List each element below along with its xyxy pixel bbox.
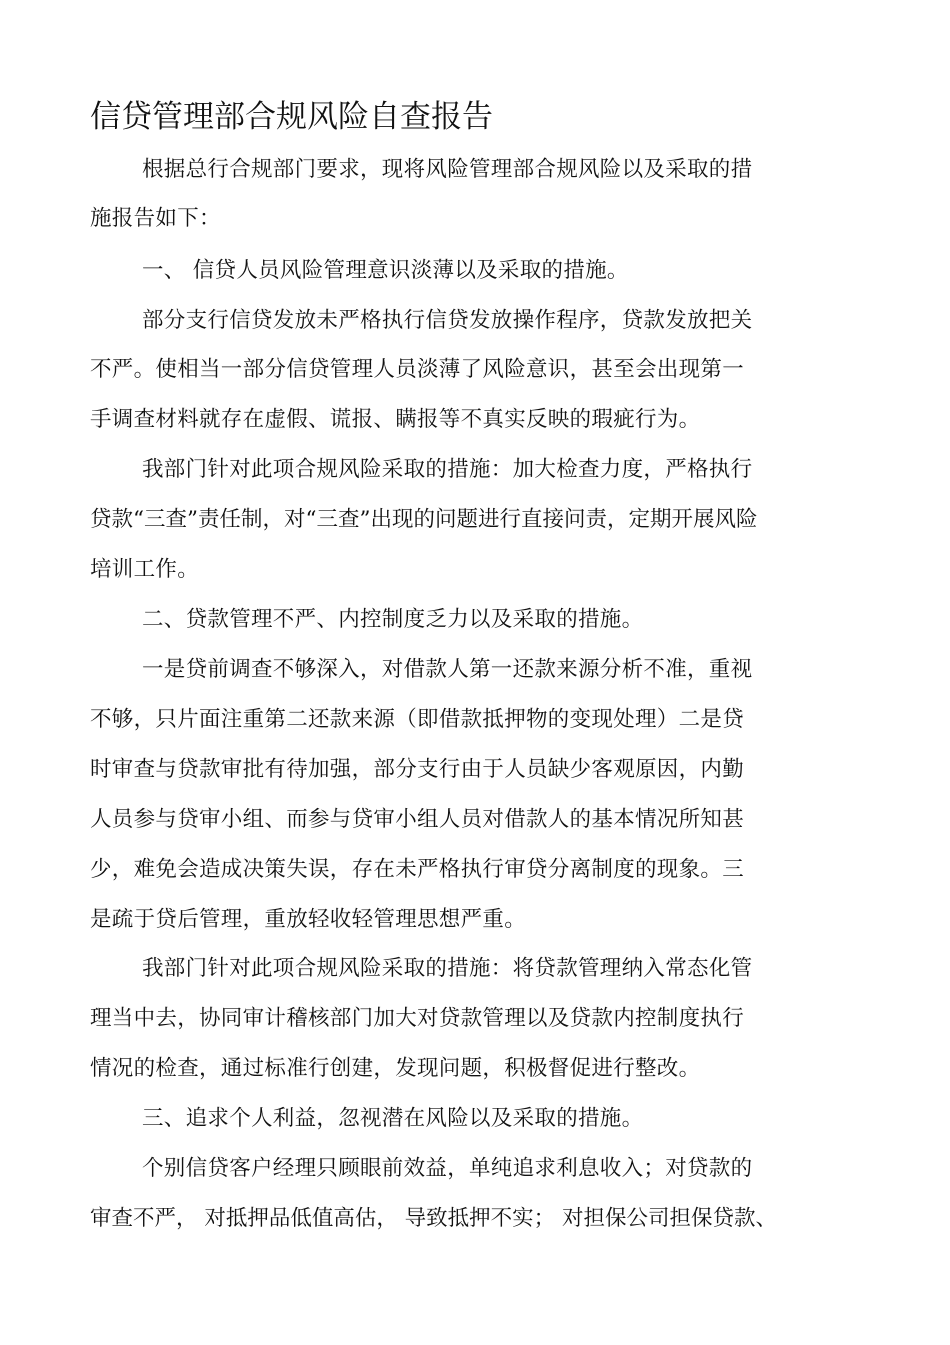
paragraph-line: 理当中去，协同审计稽核部门加大对贷款管理以及贷款内控制度执行 — [90, 1006, 745, 1031]
paragraph-line: 时审查与贷款审批有待加强，部分支行由于人员缺少客观原因，内勤 — [90, 757, 745, 782]
paragraph-line: 不够，只片面注重第二还款来源（即借款抵押物的变现处理）二是贷 — [90, 707, 745, 732]
paragraph-line: 部分支行信贷发放未严格执行信贷发放操作程序，贷款发放把关 — [142, 308, 753, 333]
paragraph-line: 施报告如下： — [90, 206, 221, 231]
paragraph-line: 审查不严， 对抵押品低值高估， 导致抵押不实； 对担保公司担保贷款、 — [90, 1206, 778, 1231]
paragraph-line: 贷款“三查”责任制，对“三查”出现的问题进行直接问责，定期开展风险 — [90, 507, 758, 532]
paragraph-line: 情况的检查，通过标准行创建，发现问题，积极督促进行整改。 — [90, 1056, 701, 1081]
paragraph-line: 一是贷前调查不够深入，对借款人第一还款来源分析不准，重视 — [142, 657, 753, 682]
paragraph-line: 个别信贷客户经理只顾眼前效益，单纯追求利息收入；对贷款的 — [142, 1156, 753, 1181]
document-title: 信贷管理部合规风险自查报告 — [90, 99, 493, 135]
paragraph-line: 是疏于贷后管理，重放轻收轻管理思想严重。 — [90, 907, 527, 932]
paragraph-line: 根据总行合规部门要求，现将风险管理部合规风险以及采取的措 — [142, 157, 753, 182]
paragraph-line: 少，难免会造成决策失误，存在未严格执行审贷分离制度的现象。三 — [90, 857, 745, 882]
paragraph-line: 我部门针对此项合规风险采取的措施：将贷款管理纳入常态化管 — [142, 956, 753, 981]
section-heading: 二、贷款管理不严、内控制度乏力以及采取的措施。 — [142, 607, 644, 632]
paragraph-line: 我部门针对此项合规风险采取的措施：加大检查力度，严格执行 — [142, 457, 753, 482]
paragraph-line: 手调查材料就存在虚假、谎报、瞒报等不真实反映的瑕疵行为。 — [90, 407, 701, 432]
section-heading: 一、 信贷人员风险管理意识淡薄以及采取的措施。 — [142, 258, 629, 283]
paragraph-line: 培训工作。 — [90, 557, 200, 582]
section-heading: 三、追求个人利益，忽视潜在风险以及采取的措施。 — [142, 1106, 644, 1131]
paragraph-line: 人员参与贷审小组、而参与贷审小组人员对借款人的基本情况所知甚 — [90, 807, 745, 832]
paragraph-line: 不严。使相当一部分信贷管理人员淡薄了风险意识，甚至会出现第一 — [90, 357, 745, 382]
